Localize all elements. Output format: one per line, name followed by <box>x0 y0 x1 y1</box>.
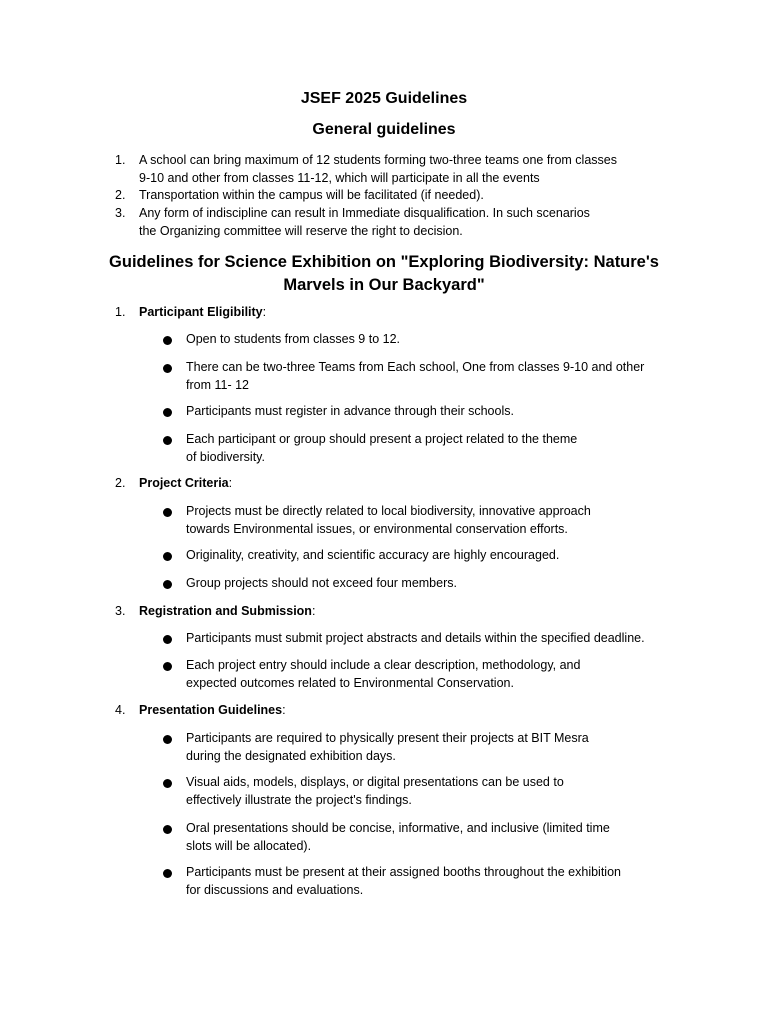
item-text-line: Any form of indiscipline can result in Immediate disqualification. In such scenarios <box>139 206 590 220</box>
bullet-text-line: during the designated exhibition days. <box>186 749 396 763</box>
bullet-icon <box>163 364 172 373</box>
general-item <box>115 204 659 240</box>
bullet-icon <box>163 508 172 517</box>
bullet-item <box>186 656 686 692</box>
bullet-text-line: expected outcomes related to Environmental Conservation. <box>186 676 514 690</box>
bullet-text-line: Participants must register in advance through their schools. <box>186 404 514 418</box>
bullet-text-line: Each project entry should include a clear description, methodology, and <box>186 658 581 672</box>
bullet-text-line: Participants must be present at their assigned booths throughout the exhibition <box>186 865 621 879</box>
bullet-icon <box>163 336 172 345</box>
item-text-line: Transportation within the campus will be facilitated (if needed). <box>139 188 484 202</box>
item-text-line: 9-10 and other from classes 11-12, which will participate in all the events <box>139 171 540 185</box>
bullet-text-line: Group projects should not exceed four members. <box>186 576 457 590</box>
bullet-item <box>186 358 686 394</box>
bullet-text-line: Participants must submit project abstracts and details within the specified deadline. <box>186 631 645 645</box>
item-number: 3. <box>115 206 126 220</box>
item-text-line: the Organizing committee will reserve the right to decision. <box>139 224 463 238</box>
bullet-icon <box>163 662 172 671</box>
document-title: JSEF 2025 Guidelines <box>300 90 468 107</box>
bullet-icon <box>163 735 172 744</box>
bullet-icon <box>163 825 172 834</box>
bullet-item <box>186 546 686 564</box>
bullet-text-line: Open to students from classes 9 to 12. <box>186 332 401 346</box>
item-number: 2. <box>115 188 126 202</box>
bullet-item <box>186 330 686 348</box>
bullet-item <box>186 502 686 538</box>
bullet-text-line: Oral presentations should be concise, informative, and inclusive (limited time <box>186 821 610 835</box>
section-heading-project-criteria <box>115 474 233 492</box>
section-number: 2. <box>115 476 126 490</box>
section-number: 3. <box>115 604 126 618</box>
section-number: 1. <box>115 305 126 319</box>
general-guidelines-heading: General guidelines <box>312 121 456 138</box>
bullet-text-line: effectively illustrate the project's findings. <box>186 793 412 807</box>
bullet-text-line: for discussions and evaluations. <box>186 883 364 897</box>
bullet-icon <box>163 436 172 445</box>
bullet-text-line: towards Environmental issues, or environmental conservation efforts. <box>186 522 568 536</box>
section-label: Participant Eligibility <box>139 305 263 319</box>
section-suffix: : <box>311 604 316 618</box>
section-label: Presentation Guidelines <box>139 703 283 717</box>
bullet-text-line: Visual aids, models, displays, or digital presentations can be used to <box>186 775 564 789</box>
section-label: Project Criteria <box>139 476 229 490</box>
bullet-item <box>186 729 686 765</box>
bullet-text-line: Each participant or group should present a project related to the theme <box>186 432 578 446</box>
item-text-line: A school can bring maximum of 12 students forming two-three teams one from classes <box>139 153 617 167</box>
heading-line: Guidelines for Science Exhibition on "Exploring Biodiversity: Nature's <box>109 253 659 271</box>
bullet-text-line: from 11- 12 <box>186 378 249 392</box>
section-number: 4. <box>115 703 126 717</box>
bullet-item <box>186 819 686 855</box>
bullet-item <box>186 402 686 420</box>
bullet-item <box>186 430 686 466</box>
bullet-text-line: Participants are required to physically present their projects at BIT Mesra <box>186 731 589 745</box>
bullet-item <box>186 863 686 899</box>
bullet-icon <box>163 869 172 878</box>
general-item <box>115 186 659 204</box>
bullet-text-line: of biodiversity. <box>186 450 265 464</box>
bullet-item <box>186 773 686 809</box>
bullet-text-line: There can be two-three Teams from Each school, One from classes 9-10 and other <box>186 360 645 374</box>
bullet-text-line: Projects must be directly related to local biodiversity, innovative approach <box>186 504 591 518</box>
section-heading-registration <box>115 602 316 620</box>
bullet-text-line: slots will be allocated). <box>186 839 312 853</box>
section-label: Registration and Submission <box>139 604 312 618</box>
section-suffix: : <box>282 703 286 717</box>
bullet-item <box>186 574 686 592</box>
section-suffix: : <box>262 305 267 319</box>
section-suffix: : <box>228 476 233 490</box>
bullet-item <box>186 629 686 647</box>
bullet-icon <box>163 552 172 561</box>
bullet-icon <box>163 408 172 417</box>
bullet-icon <box>163 779 172 788</box>
general-item <box>115 151 659 187</box>
bullet-icon <box>163 580 172 589</box>
bullet-icon <box>163 635 172 644</box>
bullet-text-line: Originality, creativity, and scientific accuracy are highly encouraged. <box>186 548 560 562</box>
item-number: 1. <box>115 153 126 167</box>
exhibition-guidelines-heading <box>0 251 768 297</box>
heading-line: Marvels in Our Backyard" <box>283 276 485 294</box>
section-heading-presentation <box>115 701 286 719</box>
section-heading-participant-eligibility <box>115 303 267 321</box>
